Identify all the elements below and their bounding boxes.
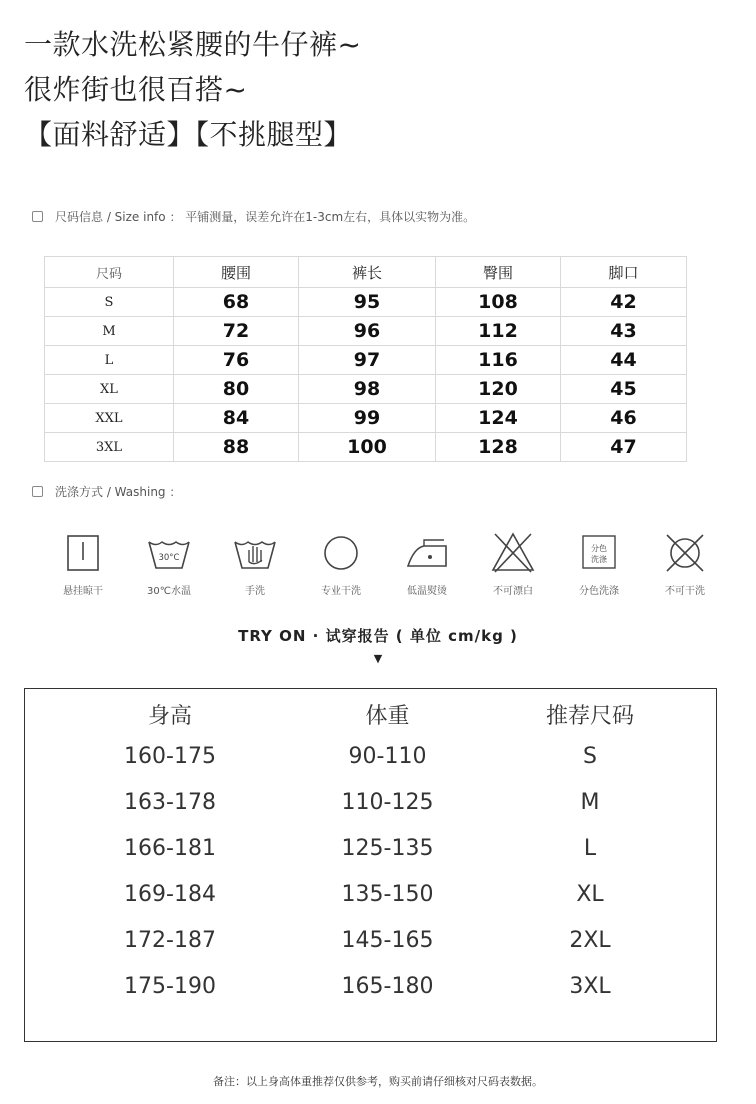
footer-note: 备注：以上身高体重推荐仅供参考，购买前请仔细核对尺码表数据。	[213, 1075, 543, 1088]
wash-separately-text-2: 洗涤	[591, 555, 607, 564]
size-info-heading-text: 尺码信息 / Size info ： 平铺测量，误差允许在1-3cm左右，具体以实物为准。	[55, 210, 476, 224]
hang-dry-icon	[60, 530, 106, 576]
length-header: 裤长	[299, 257, 436, 288]
table-cell: 98	[299, 375, 436, 404]
table-row	[95, 779, 655, 825]
care-item-low-iron	[384, 530, 470, 597]
recommended-size-cell: S	[583, 743, 597, 769]
dry-clean-icon	[318, 530, 364, 576]
intro-text	[24, 22, 361, 157]
waist-header: 腰围	[174, 257, 299, 288]
weight-cell: 145-165	[341, 927, 434, 953]
table-cell: 84	[174, 404, 299, 433]
chevron-down-icon: ▼	[373, 652, 383, 665]
wash-separately-icon	[576, 530, 622, 576]
hand-wash-icon	[232, 530, 278, 576]
care-item-no-dry-clean	[642, 530, 728, 597]
recommended-size-cell: 3XL	[569, 973, 611, 999]
size-table-header-row	[45, 257, 687, 288]
weight-header: 体重	[365, 703, 410, 729]
table-cell: 72	[174, 317, 299, 346]
table-row	[45, 346, 687, 375]
care-label: 分色洗涤	[579, 586, 619, 597]
table-cell: 108	[436, 288, 561, 317]
table-cell: 88	[174, 433, 299, 462]
no-bleach-icon	[490, 530, 536, 576]
table-cell: 44	[561, 346, 687, 375]
table-row	[95, 917, 655, 963]
table-cell: 42	[561, 288, 687, 317]
weight-cell: 165-180	[341, 973, 434, 999]
table-cell: 95	[299, 288, 436, 317]
table-row	[95, 825, 655, 871]
size-cell: XL	[45, 375, 174, 404]
table-cell: 112	[436, 317, 561, 346]
weight-cell: 90-110	[348, 743, 427, 769]
care-label: 专业干洗	[321, 586, 361, 597]
wash-temperature-text: 30°C	[158, 553, 180, 563]
no-dry-clean-icon	[662, 530, 708, 576]
wash-separately-text-1: 分色	[591, 544, 607, 553]
intro-line: 很炸街也很百搭~	[24, 73, 248, 106]
recommended-size-cell: XL	[576, 881, 604, 907]
height-cell: 163-178	[124, 789, 216, 815]
table-cell: 43	[561, 317, 687, 346]
care-label: 30℃水温	[147, 586, 191, 597]
size-cell: L	[45, 346, 174, 375]
intro-line: 【面料舒适】【不挑腿型】	[24, 118, 353, 151]
table-cell: 46	[561, 404, 687, 433]
care-item-no-bleach	[470, 530, 556, 597]
size-cell: M	[45, 317, 174, 346]
table-row	[45, 288, 687, 317]
care-label: 不可漂白	[493, 586, 533, 597]
recommended-size-cell: L	[583, 835, 597, 861]
weight-cell: 125-135	[341, 835, 434, 861]
table-cell: 97	[299, 346, 436, 375]
washing-heading	[32, 483, 181, 500]
table-cell: 116	[436, 346, 561, 375]
intro-line: 一款水洗松紧腰的牛仔裤~	[24, 28, 362, 61]
tryon-header-row	[95, 695, 655, 733]
table-cell: 76	[174, 346, 299, 375]
table-cell: 96	[299, 317, 436, 346]
height-cell: 175-190	[124, 973, 216, 999]
care-item-wash-30	[126, 530, 212, 597]
weight-cell: 135-150	[341, 881, 434, 907]
table-cell: 120	[436, 375, 561, 404]
recommended-size-header: 推荐尺码	[545, 703, 634, 729]
care-label: 悬挂晾干	[63, 586, 103, 597]
care-item-hang-dry	[40, 530, 126, 597]
hem-header: 脚口	[561, 257, 687, 288]
size-cell: XXL	[45, 404, 174, 433]
size-cell: 3XL	[45, 433, 174, 462]
recommended-size-cell: M	[580, 789, 600, 815]
size-header: 尺码	[45, 257, 174, 288]
height-cell: 169-184	[124, 881, 216, 907]
table-row	[95, 733, 655, 779]
bullet-icon	[32, 211, 43, 222]
table-row	[45, 375, 687, 404]
table-row	[95, 963, 655, 1009]
care-label: 手洗	[245, 586, 265, 597]
height-header: 身高	[147, 703, 192, 729]
bullet-icon	[32, 486, 43, 497]
table-row	[45, 317, 687, 346]
washing-heading-text: 洗涤方式 / Washing ：	[55, 485, 182, 499]
height-cell: 160-175	[124, 743, 216, 769]
care-item-hand-wash	[212, 530, 298, 597]
height-cell: 172-187	[124, 927, 216, 953]
recommended-size-cell: 2XL	[569, 927, 611, 953]
tryon-grid	[95, 695, 655, 1009]
size-info-heading	[32, 208, 475, 225]
table-cell: 47	[561, 433, 687, 462]
table-cell: 99	[299, 404, 436, 433]
table-cell: 45	[561, 375, 687, 404]
tryon-title: TRY ON · 试穿报告 ( 单位 cm/kg )	[238, 627, 518, 645]
wash-30-icon	[146, 530, 192, 576]
weight-cell: 110-125	[341, 789, 434, 815]
table-cell: 124	[436, 404, 561, 433]
table-cell: 80	[174, 375, 299, 404]
care-item-dry-clean	[298, 530, 384, 597]
care-label: 不可干洗	[665, 586, 705, 597]
size-table	[44, 256, 687, 462]
hip-header: 臀围	[436, 257, 561, 288]
table-row	[45, 404, 687, 433]
low-iron-icon	[404, 530, 450, 576]
care-label: 低温熨烫	[407, 586, 447, 597]
care-item-wash-separately	[556, 530, 642, 597]
care-instructions	[40, 530, 730, 597]
table-cell: 100	[299, 433, 436, 462]
tryon-table	[24, 688, 717, 1042]
size-cell: S	[45, 288, 174, 317]
table-row	[45, 433, 687, 462]
table-row	[95, 871, 655, 917]
height-cell: 166-181	[124, 835, 216, 861]
table-cell: 128	[436, 433, 561, 462]
table-cell: 68	[174, 288, 299, 317]
